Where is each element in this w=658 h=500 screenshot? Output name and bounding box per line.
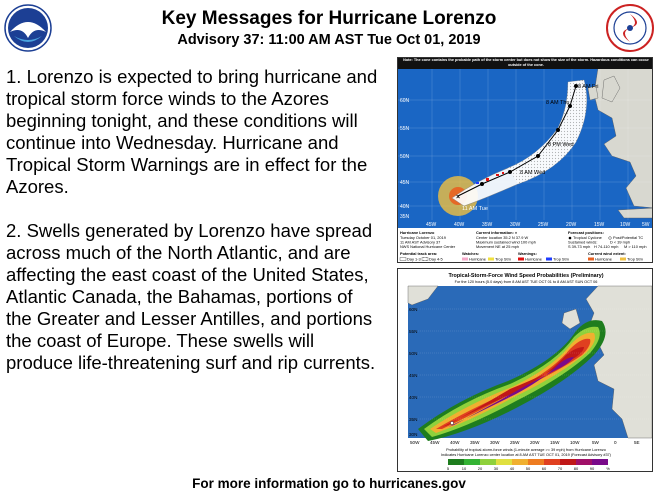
warning-hurricane: Hurricane <box>525 256 542 262</box>
track-label-2: 8 AM Thu <box>546 100 570 106</box>
cone-lat-40: 40N <box>400 204 410 210</box>
advisory-subtitle: Advisory 37: 11:00 AM AST Tue Oct 01, 2019 <box>177 32 481 48</box>
page-title: Key Messages for Hurricane Lorenzo <box>161 8 497 29</box>
forecast-sustained: Sustained winds: <box>568 239 598 245</box>
wind-lon-25w: 25W <box>510 440 520 445</box>
watch-ts: Trop Stm <box>495 256 511 262</box>
cone-lon-15w: 15W <box>594 222 605 228</box>
scale-swatch <box>560 459 576 465</box>
wind-lon-5w: 5W <box>592 440 599 445</box>
warning-ts: Trop Stm <box>553 256 569 262</box>
scale-label: 80 <box>573 466 579 471</box>
cone-lon-40w: 40W <box>454 222 465 228</box>
wind-extent-hurricane: Hurricane <box>595 256 612 262</box>
scale-label: 90 <box>589 466 595 471</box>
wind-lon-5e: 5E <box>634 440 640 445</box>
scale-label: 30 <box>493 466 499 471</box>
current-info-wind: Maximum sustained wind 100 mph <box>476 239 536 245</box>
cone-lon-5w: 5W <box>642 222 650 228</box>
wind-lat-60: 60N <box>409 307 418 312</box>
scale-label: 70 <box>557 466 563 471</box>
cone-lon-45w: 45W <box>426 222 437 228</box>
track-label-3: 8 PM Wed <box>548 142 574 148</box>
current-info-movement: Movement NE at 25 mph <box>476 244 520 249</box>
wind-lon-10w: 10W <box>570 440 580 445</box>
track-area-day13: Day 1-3 <box>407 256 421 262</box>
cone-lat-45: 45N <box>400 180 410 186</box>
forecast-title: Forecast positions: <box>568 230 604 235</box>
forecast-tc: Tropical Cyclone <box>573 235 602 240</box>
forecast-cone-map <box>397 57 653 263</box>
scale-label: 60 <box>541 466 547 471</box>
scale-swatch <box>528 459 544 465</box>
noaa-logo <box>4 4 52 52</box>
footer-link-text: For more information go to hurricanes.gov <box>192 476 466 491</box>
scale-swatch <box>512 459 528 465</box>
scale-label: 20 <box>477 466 483 471</box>
wind-probability-map <box>397 268 653 472</box>
scale-label: 40 <box>509 466 515 471</box>
track-label-4: 8 AM Wed <box>520 170 546 176</box>
forecast-post-tc: Post/Potential TC <box>613 235 644 240</box>
cone-lon-35w: 35W <box>482 222 493 228</box>
scale-swatch <box>544 459 560 465</box>
cone-note: Note: The cone contains the probable path of the storm center but does not show the size of the storm. Hazardous conditions can occur outside of the cone. <box>403 58 649 67</box>
wind-extent-title: Current wind extent: <box>588 251 626 256</box>
wind-map-title: Tropical-Storm-Force Wind Speed Probabilities (Preliminary) <box>448 273 604 279</box>
track-label-1: 8 AM Fri <box>578 84 599 90</box>
wind-lon-15w: 15W <box>550 440 560 445</box>
cone-lat-50: 50N <box>400 154 410 160</box>
wind-lon-30w: 30W <box>490 440 500 445</box>
scale-swatch <box>576 459 592 465</box>
wind-lat-40: 40N <box>409 395 418 400</box>
wind-map-period: For the 120 hours (5.0 days) from 8 AM AST TUE OCT 01 to 8 AM AST SUN OCT 06 <box>454 280 598 284</box>
legend-storm-advisory: 11 AM AST Advisory 37 <box>400 239 441 245</box>
scale-swatch <box>480 459 496 465</box>
track-label-5: 11 AM Tue <box>462 206 488 212</box>
cone-lat-60: 60N <box>400 98 410 104</box>
forecast-s: S 39-73 mph <box>568 244 591 249</box>
wind-lat-50: 50N <box>409 351 418 356</box>
wind-lon-45w: 45W <box>430 440 440 445</box>
cone-lon-30w: 30W <box>510 222 521 228</box>
wind-caption-1: Probability of tropical-storm-force winds (1-minute average >= 39 mph) from Hurricane Lorenzo <box>446 448 606 452</box>
forecast-m: M > 110 mph <box>624 244 647 249</box>
current-info-location: Center location 35.2 N 37.9 W <box>476 235 529 240</box>
legend-storm-name: Hurricane Lorenzo <box>400 230 435 235</box>
scale-label: 50 <box>525 466 531 471</box>
key-message-2: 2. Swells generated by Lorenzo have spread across much of the North Atlantic, and are affecting the east coast of the United States, Atlantic Canada, the Bahamas, portions of the Greater and Lesser Antilles, and portions the coast of Europe. These swells will produce life-threatening surf and rip currents. <box>6 220 376 373</box>
wind-caption-2: Indicates Hurricane Lorenzo center location at 8 AM AST TUE OCT 01, 2019 (Forecast Advisory #37) <box>441 453 611 457</box>
wind-lat-55: 55N <box>409 329 418 334</box>
scale-label: % <box>606 466 610 471</box>
scale-label: 5 <box>446 466 450 471</box>
cone-lat-35: 35N <box>400 214 410 220</box>
scale-label: 10 <box>461 466 467 471</box>
wind-lon-20w: 20W <box>530 440 540 445</box>
forecast-h: H 74-110 mph <box>594 244 619 249</box>
cone-lon-10w: 10W <box>620 222 631 228</box>
scale-swatch <box>448 459 464 465</box>
key-messages <box>6 66 382 396</box>
scale-swatch <box>496 459 512 465</box>
watch-hurricane: Hurricane <box>469 256 486 262</box>
wind-lon-40w: 40W <box>450 440 460 445</box>
track-area-day45: Day 4-5 <box>429 256 443 262</box>
forecast-d: D < 39 mph <box>610 239 631 245</box>
key-message-1: 1. Lorenzo is expected to bring hurricane and tropical storm force winds to the Azores beginning tonight, and these conditions will continue into Wednesday. Hurricane and Tropical Storm Warnings are in effect for the Azores. <box>6 66 378 197</box>
cone-lon-20w: 20W <box>566 222 577 228</box>
wind-lat-30: 30N <box>409 432 418 437</box>
scale-swatch <box>464 459 480 465</box>
legend-storm-office: NWS National Hurricane Center <box>400 244 456 249</box>
wind-lon-0: 0 <box>614 440 617 445</box>
current-info-title: Current information: × <box>476 230 518 235</box>
track-area-title: Potential track area: <box>400 251 438 256</box>
scale-swatch <box>592 459 608 465</box>
cone-lat-55: 55N <box>400 126 410 132</box>
wind-lon-35w: 35W <box>470 440 480 445</box>
watches-title: Watches: <box>462 251 480 256</box>
cone-lon-25w: 25W <box>538 222 549 228</box>
wind-extent-ts: Trop Stm <box>627 256 643 262</box>
warnings-title: Warnings: <box>518 251 537 256</box>
legend-storm-date: Tuesday October 01, 2019 <box>400 235 446 240</box>
wind-lon-50w: 50W <box>410 440 420 445</box>
svg-text:×: × <box>455 194 461 201</box>
wind-lat-45: 45N <box>409 373 418 378</box>
nws-logo <box>606 4 654 52</box>
wind-lat-35: 35N <box>409 417 418 422</box>
